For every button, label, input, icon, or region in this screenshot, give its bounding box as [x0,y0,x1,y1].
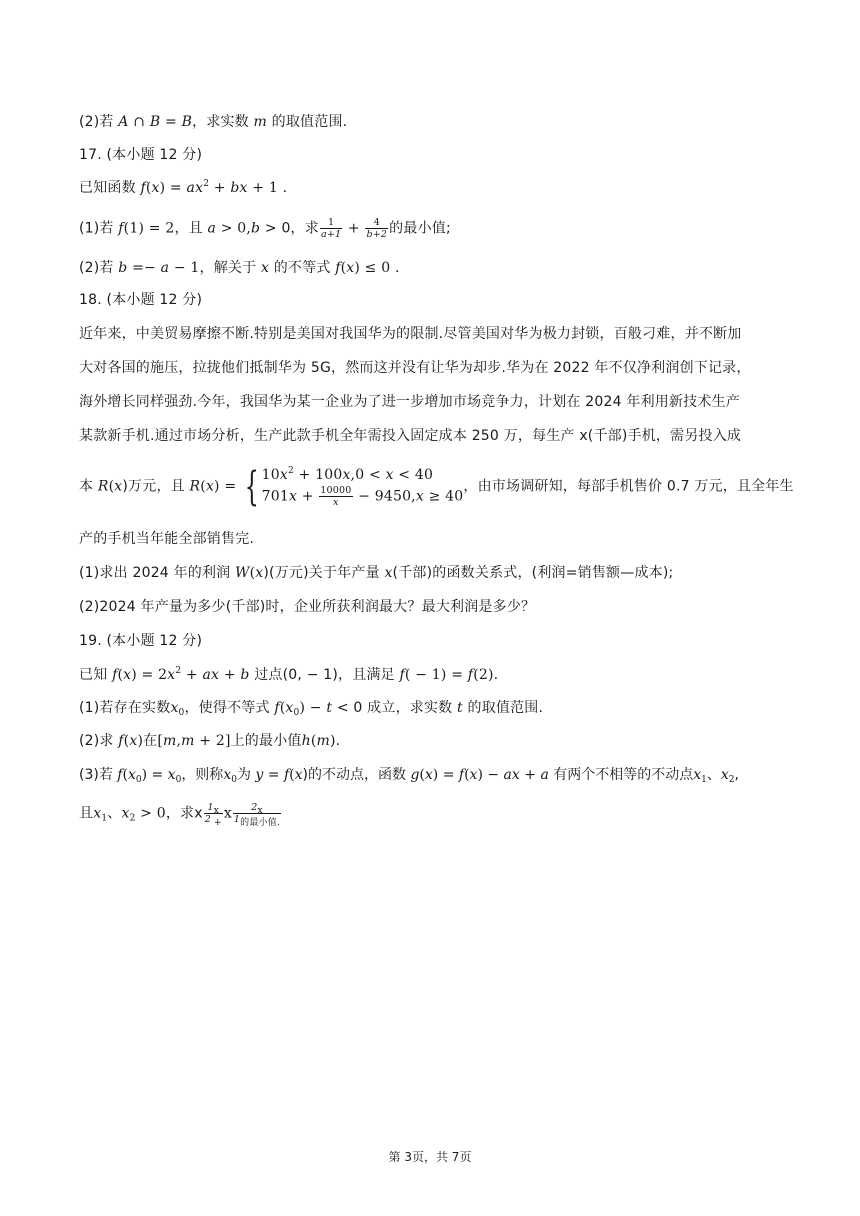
fraction-x2-over-x1: $\frac{2_x}{1_{的最小值.}}$ [233,802,281,828]
q18-para-line-4: 某款新手机.通过市场分析，生产此款手机全年需投入固定成本 250 万，每生产 x(千部)手机，需另投入成 [79,428,742,444]
q19-part1: (1)若存在实数$x_0$，使得不等式 $f(x_0) - t < 0$ 成立，求实数 t 的取值范围. [79,700,544,718]
piecewise-cases [262,465,464,508]
q19-part3-line1: (3)若 $f(x_0) = x_0$，则称$x_0$为 y = f(x)的不动点，函数 g(x) = f(x) − ax + a 有两个不相等的不动点$x_1$、$x_2$, [79,767,739,785]
q19-header: 19. (本小题 12 分) [79,633,203,649]
fraction-4-over-b-plus-2: $\frac{4}{b+2}$ [366,217,388,240]
q16-part2: (2)若 A ∩ B = B，求实数 m 的取值范围. [79,114,348,130]
q18-para-line-3: 海外增长同样强劲.今年，我国华为某一企业为了进一步增加市场竞争力，计划在 2024 年利用新技术生产 [79,394,740,410]
fraction-1-over-a-plus-1: $\frac{1}{a+1}$ [320,217,342,240]
q17-part2: (2)若 b =− a − 1，解关于 x 的不等式 f(x) ≤ 0 . [79,260,400,276]
q17-stem: 已知函数 $f(x) = ax^2$ + bx + 1 . [79,179,288,196]
q19-part2: (2)求 f(x)在[m,m + 2]上的最小值h(m). [79,733,341,749]
q18-para-line-1: 近年来，中美贸易摩擦不断.特别是美国对我国华为的限制.尽管美国对华为极力封锁，百般刁难，并不断加 [79,326,742,342]
piecewise-brace: { [244,463,259,510]
q18-part1: (1)求出 2024 年的利润 W(x)(万元)关于年产量 x(千部)的函数关系式，(利润=销售额—成本); [79,565,674,581]
q17-part1: (1)若 f(1) = 2，且 a > 0,b > 0，求 $\frac{1}{a+1}$ + $\frac{4}{b+2}$ 的最小值; [79,217,451,240]
q18-para-end: 产的手机当年能全部销售完. [79,531,255,547]
q19-part3-line2: 且$x_1$、$x_2 > 0$，求x $\frac{1_x}{2 _+}$ x $\frac{2_x}{1_{的最小值.}}$ [79,802,281,828]
q18-para-line-2: 大对各国的施压，拉拢他们抵制华为 5G，然而这并没有让华为却步.华为在 2022 年不仅净利润创下记录， [79,360,751,376]
fraction-10000-over-x: $\frac{10000}{x}$ [320,485,352,508]
q18-header: 18. (本小题 12 分) [79,292,203,308]
q17-header: 17. (本小题 12 分) [79,147,203,163]
case-2: 701x + $\frac{10000}{x}$ − 9450,x ≥ 40 [261,485,464,508]
q18-formula-line: 本 R(x)万元，且 R(x) = { $10x^2 + 100x,0 < x < 40$ 701x + $\frac{10000}{x}$ − 9450,x ≥ 40 ，由市场调研知，每部手机售价 0.7 万元，且全年生 [79,463,794,510]
q19-stem: 已知 $f(x) = 2x^2$ + ax + b 过点(0, − 1)，且满足 f( − 1) = f(2). [79,666,499,683]
case-1: $10x^2 + 100x,0 < x < 40$ [261,466,434,483]
page-footer: 第 3页，共 7页 [388,1150,472,1164]
q18-part2: (2)2024 年产量为多少(千部)时，企业所获利润最大？最大利润是多少？ [79,599,536,615]
fraction-x1-over-x2: $\frac{1_x}{2 _+}$ [204,802,222,828]
